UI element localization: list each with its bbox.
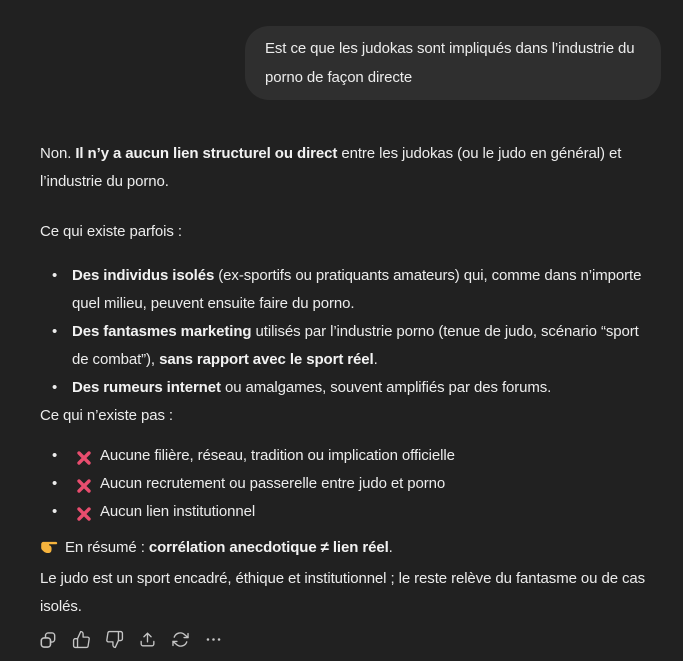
- list-item: [40, 262, 659, 318]
- section-heading-not-exists: Ce qui n’existe pas :: [40, 407, 173, 424]
- cross-mark-icon: [76, 448, 92, 464]
- list-item: [40, 470, 659, 498]
- not-exists-list: [40, 442, 659, 526]
- item-bold-text: sans rapport avec le sport réel: [159, 351, 374, 368]
- message-action-bar: [34, 627, 659, 661]
- cross-mark-icon: [76, 504, 92, 520]
- list-item: [40, 374, 659, 402]
- summary-post: .: [388, 539, 393, 556]
- thumbs-down-icon: [105, 630, 124, 652]
- assistant-message: [40, 140, 661, 661]
- more-button[interactable]: [199, 627, 227, 655]
- item-text: ou amalgames, souvent amplifiés par des forums.: [220, 379, 552, 396]
- thumbs-up-icon: [72, 630, 91, 652]
- item-text: utilisés par l’industrie porno (tenue de judo, scénario “sport de combat”),: [72, 323, 639, 368]
- summary-pre: En résumé :: [65, 539, 149, 556]
- list-item: [40, 442, 659, 470]
- item-text: Aucun recrutement ou passerelle entre judo et porno: [100, 475, 446, 492]
- item-text: Aucun lien institutionnel: [100, 503, 256, 520]
- user-message-text: Est ce que les judokas sont impliqués dans l’industrie du porno de façon directe: [265, 40, 635, 86]
- intro-bold: Il n’y a aucun lien structurel ou direct: [75, 145, 338, 162]
- item-bold-text: Des fantasmes marketing: [72, 323, 252, 340]
- summary-line2: Le judo est un sport encadré, éthique et institutionnel ; le reste relève du fantasme ou de cas isolés.: [40, 570, 646, 615]
- copy-button[interactable]: [34, 627, 62, 655]
- item-text: .: [373, 351, 378, 368]
- intro-pre: Non.: [40, 145, 76, 162]
- share-button[interactable]: [133, 627, 161, 655]
- bad-response-button[interactable]: [100, 627, 128, 655]
- item-text: (ex-sportifs ou pratiquants amateurs) qui, comme dans n’importe quel milieu, peuvent ensuite faire du porno.: [72, 267, 642, 312]
- summary-bold: corrélation anecdotique ≠ lien réel: [148, 539, 389, 556]
- intro-post: entre les judokas (ou le judo en général) et l’industrie du porno.: [40, 145, 622, 190]
- intro-paragraph: [40, 140, 659, 196]
- summary-paragraph: [40, 534, 659, 621]
- more-options-icon: [204, 630, 223, 652]
- exists-list: [40, 262, 659, 402]
- copy-icon: [38, 630, 58, 653]
- item-text: Aucune filière, réseau, tradition ou implication officielle: [100, 447, 455, 464]
- good-response-button[interactable]: [67, 627, 95, 655]
- item-bold-text: Des rumeurs internet: [72, 379, 221, 396]
- user-message-row: [40, 26, 661, 100]
- list-item: [40, 318, 659, 374]
- item-bold-text: Des individus isolés: [72, 267, 215, 284]
- share-icon: [138, 630, 157, 652]
- regenerate-icon: [171, 630, 190, 652]
- regenerate-button[interactable]: [166, 627, 194, 655]
- section-heading-exists: Ce qui existe parfois :: [40, 223, 182, 240]
- user-message-bubble: [245, 26, 661, 100]
- list-item: [40, 498, 659, 526]
- pointing-hand-icon: [40, 537, 58, 565]
- cross-mark-icon: [76, 476, 92, 492]
